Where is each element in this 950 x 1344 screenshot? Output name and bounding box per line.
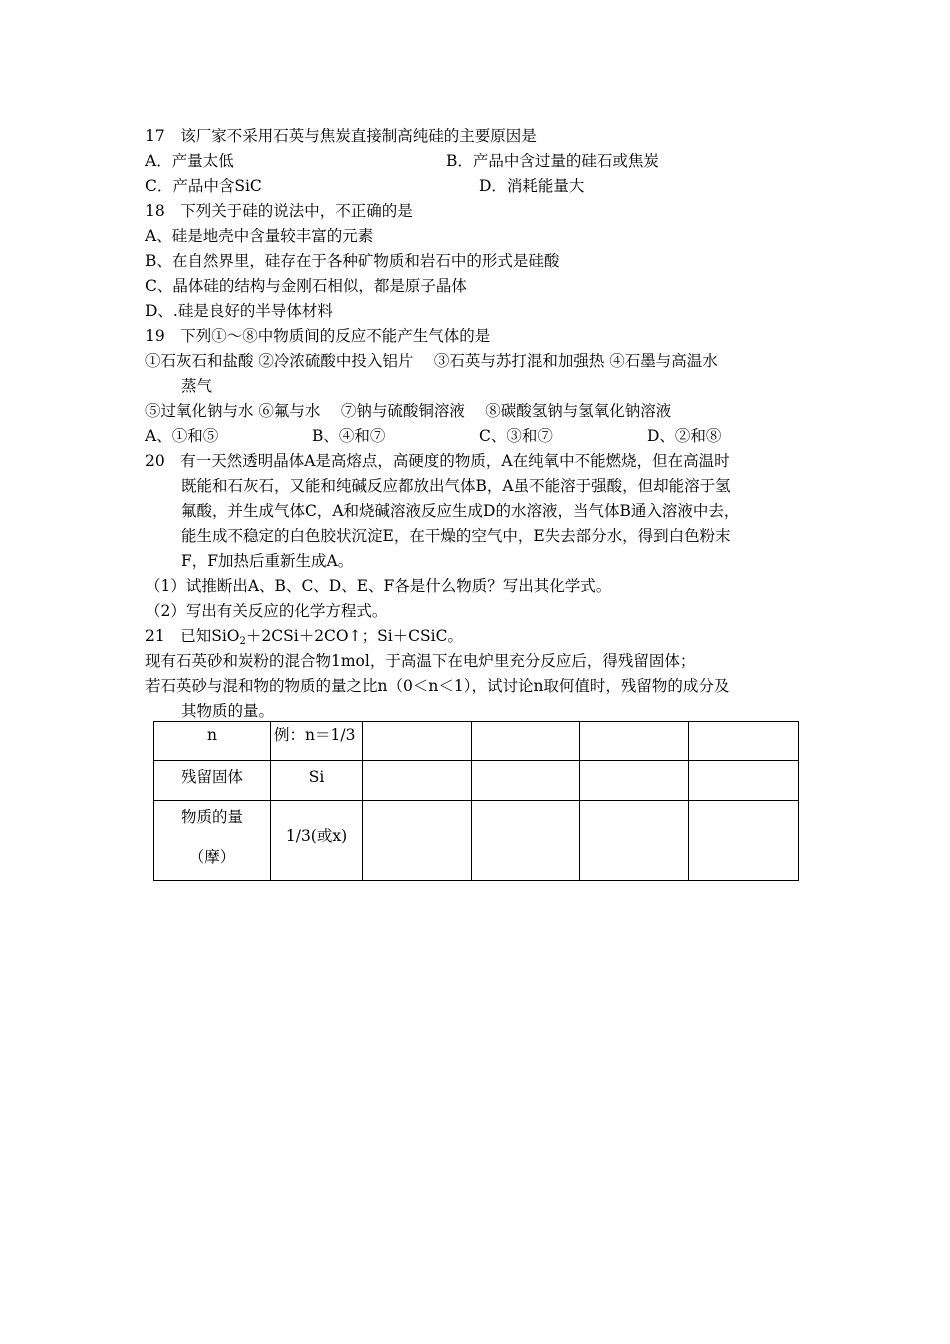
q20-line5: F，F加热后重新生成A。 [181, 552, 354, 570]
answer-table [153, 721, 799, 881]
q17-option-b: B．产品中含过量的硅石或焦炭 [446, 152, 659, 170]
table-cell[interactable] [363, 761, 472, 801]
q19-option-a: A、①和⑤ [145, 427, 219, 445]
q21-stem-post: ＋2CSi＋2CO↑；Si＋CSiC。 [245, 627, 463, 645]
q18-stem: 18 下列关于硅的说法中，不正确的是 [145, 202, 413, 220]
q18-option-b: B、在自然界里，硅存在于各种矿物质和岩石中的形式是硅酸 [145, 252, 560, 270]
table-cell[interactable] [363, 801, 472, 881]
q21-line3: 若石英砂与混和物的物质的量之比n（0＜n＜1），试讨论n取何值时，残留物的成分及 [145, 677, 730, 695]
table-cell[interactable] [689, 801, 799, 881]
q20-line1: 20 有一天然透明晶体A是高熔点，高硬度的物质，A在纯氧中不能燃烧，但在高温时 [145, 452, 730, 470]
q21-stem [145, 625, 463, 653]
table-example-n [271, 722, 363, 761]
q20-sub1: （1）试推断出A、B、C、D、E、F各是什么物质？写出其化学式。 [145, 577, 612, 595]
table-cell[interactable] [580, 722, 689, 761]
q17-option-a: A．产量太低 [145, 152, 234, 170]
table-row-n [154, 722, 799, 761]
table-head-n [154, 722, 271, 761]
table-head-residue-text: 残留固体 [180, 768, 243, 786]
table-cell[interactable] [472, 761, 580, 801]
table-cell[interactable] [689, 761, 799, 801]
table-cell[interactable] [580, 761, 689, 801]
table-head-amount-line1: 物质的量 [180, 808, 243, 826]
q21-stem-subscript: 2 [239, 636, 246, 647]
q19-items-line1-cont: 蒸气 [181, 377, 213, 395]
q19-option-c: C、③和⑦ [479, 427, 553, 445]
q20-sub2: （2）写出有关反应的化学方程式。 [145, 602, 388, 620]
q21-line4: 其物质的量。 [181, 702, 275, 720]
q19-option-d: D、②和⑧ [647, 427, 722, 445]
table-example-amount [271, 801, 363, 881]
q20-line2: 既能和石灰石，又能和纯碱反应都放出气体B，A虽不能溶于强酸，但却能溶于氢 [181, 477, 731, 495]
table-row-residue [154, 761, 799, 801]
table-example-residue [271, 761, 363, 801]
q18-option-d: D、.硅是良好的半导体材料 [145, 302, 333, 320]
table-cell[interactable] [689, 722, 799, 761]
q19-stem: 19 下列①～⑧中物质间的反应不能产生气体的是 [145, 327, 491, 345]
q17-stem: 17 该厂家不采用石英与焦炭直接制高纯硅的主要原因是 [145, 127, 537, 145]
q17-option-c: C．产品中含SiC [145, 177, 262, 195]
table-row-amount [154, 801, 799, 881]
table-cell[interactable] [472, 801, 580, 881]
q21-stem-pre: 21 已知SiO [145, 627, 240, 645]
table-head-n-text: n [207, 726, 217, 744]
q21-line2: 现有石英砂和炭粉的混合物1mol，于高温下在电炉里充分反应后，得残留固体； [145, 652, 696, 670]
q20-line3: 氟酸，并生成气体C，A和烧碱溶液反应生成D的水溶液，当气体B通入溶液中去， [181, 502, 740, 520]
table-head-amount [154, 801, 271, 881]
table-head-residue [154, 761, 271, 801]
table-example-amount-text: 1/3(或x) [285, 827, 348, 845]
q19-items-line2: ⑤过氧化钠与水 ⑥氟与水 ⑦钠与硫酸铜溶液 ⑧碳酸氢钠与氢氧化钠溶液 [145, 402, 672, 420]
q18-option-a: A、硅是地壳中含量较丰富的元素 [145, 227, 374, 245]
table-cell[interactable] [472, 722, 580, 761]
table-example-n-text: 例：n＝1/3 [274, 726, 356, 744]
q17-option-d: D．消耗能量大 [479, 177, 585, 195]
q18-option-c: C、晶体硅的结构与金刚石相似，都是原子晶体 [145, 277, 467, 295]
table-cell[interactable] [580, 801, 689, 881]
q19-items-line1: ①石灰石和盐酸 ②冷浓硫酸中投入铝片 ③石英与苏打混和加强热 ④石墨与高温水 [145, 352, 718, 370]
q19-option-b: B、④和⑦ [312, 427, 386, 445]
table-example-residue-text: Si [308, 768, 325, 786]
q20-line4: 能生成不稳定的白色胶状沉淀E，在干燥的空气中，E失去部分水，得到白色粉末 [181, 527, 731, 545]
table-head-amount-line2: （摩） [188, 848, 236, 866]
table-cell[interactable] [363, 722, 472, 761]
